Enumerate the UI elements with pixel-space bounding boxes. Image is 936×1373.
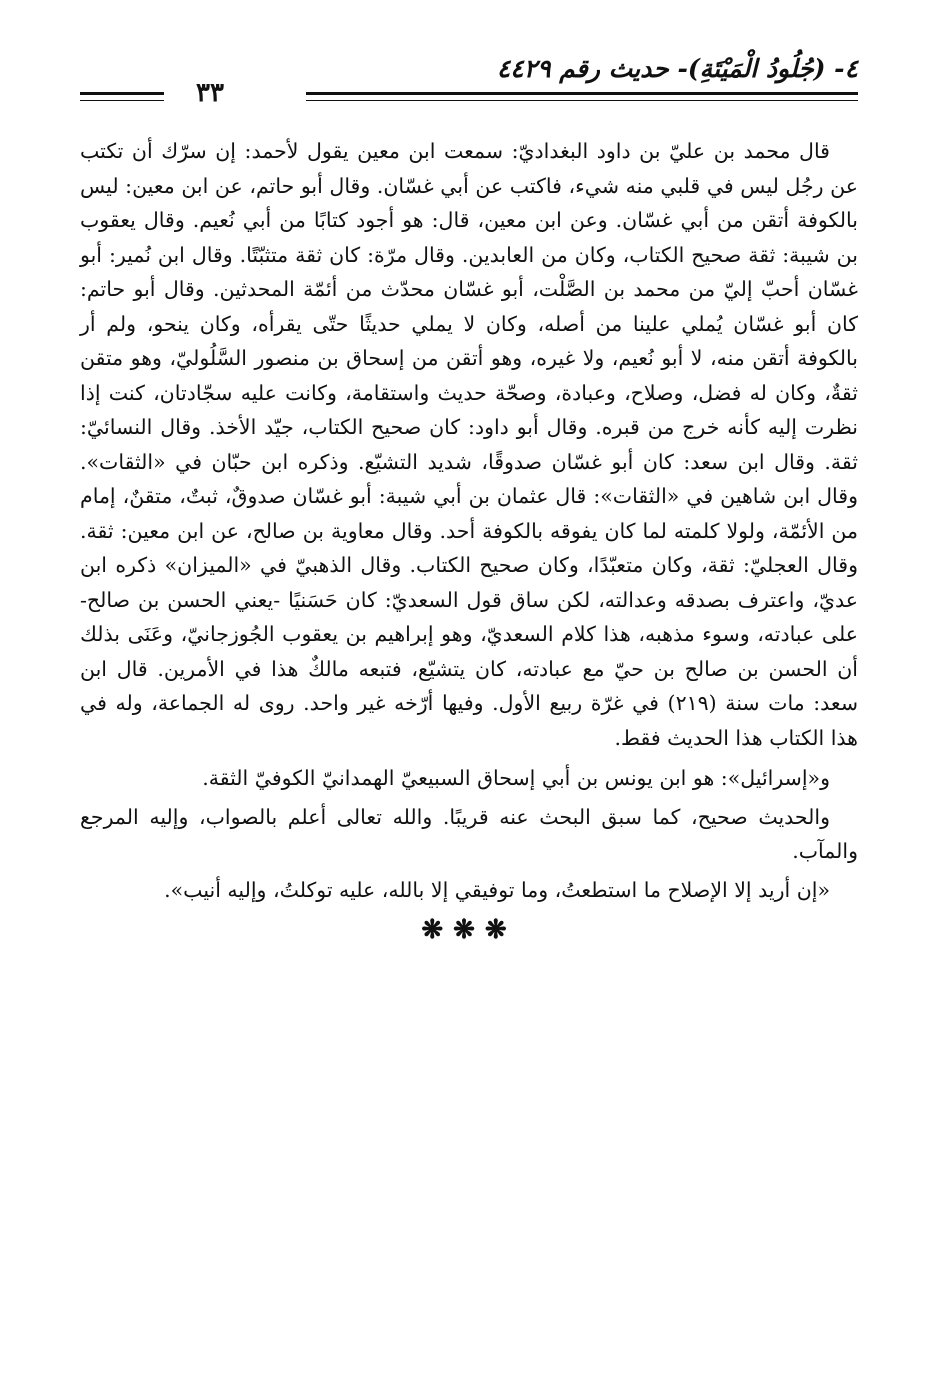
- paragraph-narrator-biography: قال محمد بن عليّ بن داود البغداديّ: سمعت ابن معين يقول لأحمد: إن سرّك أن تكتب عن رجُل ليس في قلبي منه شيء، فاكتب عن أبي غسّان. وقال أبو حاتم، عن ابن معين: ليس بالكوفة أتقن من أبي غسّان. وعن ابن معين، قال: هو أجود كتابًا من أبي نُعيم. وقال يعقوب بن شيبة: ثقة صحيح الكتاب، وكان من العابدين. وقال مرّة: كان ثقة متثبّتًا. وقال ابن نُمير: أبو غسّان أحبّ إليّ من محمد بن الصَّلْت، أبو غسّان محدّث من أئمّة المحدثين. وقال أبو حاتم: كان أبو غسّان يُملي علينا من أصله، وكان لا يملي حديثًا حتّى يقرأه، وكان ينحو، ولم أر بالكوفة أتقن منه، لا أبو نُعيم، ولا غيره، وهو أتقن من إسحاق بن منصور السَّلُوليّ، وهو متقن ثقةٌ، وكان له فضل، وصلاح، وعبادة، وصحّة حديث واستقامة، وكانت عليه سجّادتان، كنت إذا نظرت إليه كأنه خرج من قبره. وقال أبو داود: كان صحيح الكتاب، جيّد الأخذ. وقال النسائيّ: ثقة. وقال ابن سعد: كان أبو غسّان صدوقًا، شديد التشيّع. وذكره ابن حبّان في «الثقات». وقال ابن شاهين في «الثقات»: قال عثمان بن أبي شيبة: أبو غسّان صدوقٌ، ثبتٌ، متقنٌ، إمام من الأئمّة، ولولا كلمته لما كان يفوقه بالكوفة أحد. وقال معاوية بن صالح، عن ابن معين: ثقة. وقال العجليّ: ثقة، وكان متعبّدًا، وكان صحيح الكتاب. وقال الذهبيّ في «الميزان» ذكره ابن عديّ، واعترف بصدقه وعدالته، لكن ساق قول السعديّ: كان حَسَنيًا -يعني الحسن بن صالح- على عبادته، وسوء مذهبه، هذا كلام السعديّ، وهو إبراهيم بن يعقوب الجُوزجانيّ، وعَنَى بذلك أن الحسن بن صالح بن حيّ مع عبادته، كان يتشيّع، فتبعه مالكٌ هذا في الأمرين. قال ابن سعد: مات سنة (٢١٩) في غرّة ربيع الأول. وفيها أرّخه غير واحد. روى له الجماعة، وله في هذا الكتاب هذا الحديث فقط.: [80, 139, 858, 750]
- paragraph-hadith-verdict: والحديث صحيح، كما سبق البحث عنه قريبًا. والله تعالى أعلم بالصواب، وإليه المرجع والمآب.: [80, 804, 858, 863]
- paragraph-israil: و«إسرائيل»: هو ابن يونس بن أبي إسحاق السبيعيّ الهمدانيّ الكوفيّ الثقة.: [202, 766, 830, 790]
- header-rule-right: [306, 92, 858, 101]
- header-title: ٤- (جُلُودُ الْمَيْتَةِ)- حديث رقم ٤٤٢٩: [496, 54, 858, 83]
- page-header: [80, 52, 858, 108]
- body-text: [80, 134, 858, 907]
- section-separator: ❋❋❋: [421, 915, 517, 945]
- header-rule-left: [80, 92, 164, 101]
- page-number: ٣٣: [196, 78, 224, 108]
- document-page: [80, 52, 858, 945]
- paragraph-closing-quote: «إن أريد إلا الإصلاح ما استطعتُ، وما توفيقي إلا بالله، عليه توكلتُ، وإليه أنيب».: [164, 877, 830, 902]
